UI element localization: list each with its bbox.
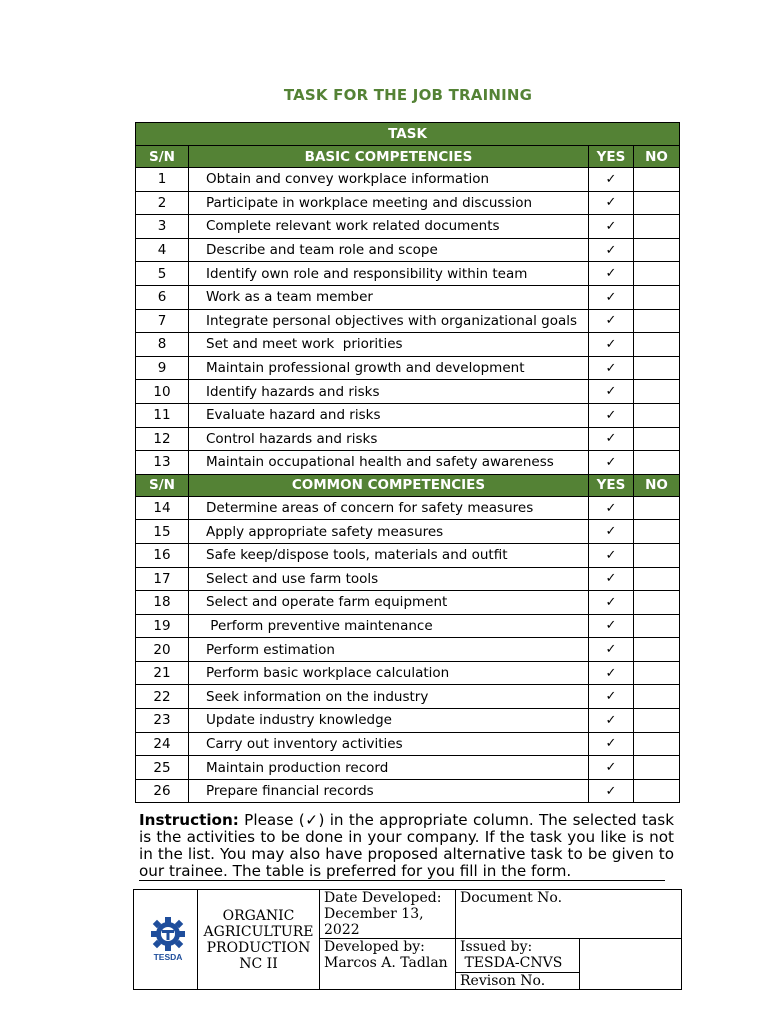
section-header-row xyxy=(136,146,680,168)
task-sn: 23 xyxy=(136,709,189,733)
task-row xyxy=(136,732,680,756)
task-sn: 5 xyxy=(136,262,189,286)
revision-cell xyxy=(456,973,580,990)
no-cell[interactable] xyxy=(634,543,680,567)
no-cell[interactable] xyxy=(634,285,680,309)
yes-checkmark-cell[interactable]: ✓ xyxy=(589,520,634,544)
task-name: Apply appropriate safety measures xyxy=(189,520,589,544)
task-sn: 17 xyxy=(136,567,189,591)
no-cell[interactable] xyxy=(634,403,680,427)
task-sn: 22 xyxy=(136,685,189,709)
tesda-logo xyxy=(134,890,198,990)
task-name: Update industry knowledge xyxy=(189,709,589,733)
no-cell[interactable] xyxy=(634,709,680,733)
issued-by-value: TESDA-CNVS xyxy=(460,955,563,971)
no-cell[interactable] xyxy=(634,591,680,615)
date-developed-label: Date Developed: xyxy=(324,890,442,906)
document-footer xyxy=(133,889,682,990)
program-title: ORGANIC AGRICULTURE PRODUCTION NC II xyxy=(198,890,320,990)
task-row xyxy=(136,427,680,451)
svg-text:TESDA: TESDA xyxy=(153,951,182,962)
task-name: Control hazards and risks xyxy=(189,427,589,451)
no-cell[interactable] xyxy=(634,191,680,215)
yes-checkmark-cell[interactable]: ✓ xyxy=(589,614,634,638)
task-name: Seek information on the industry xyxy=(189,685,589,709)
task-name: Integrate personal objectives with organizational goals xyxy=(189,309,589,333)
no-header: NO xyxy=(634,474,680,496)
task-row xyxy=(136,614,680,638)
yes-checkmark-cell[interactable]: ✓ xyxy=(589,496,634,520)
task-name: Maintain occupational health and safety awareness xyxy=(189,451,589,475)
yes-checkmark-cell[interactable]: ✓ xyxy=(589,215,634,239)
task-sn: 2 xyxy=(136,191,189,215)
task-sn: 15 xyxy=(136,520,189,544)
task-name: Participate in workplace meeting and discussion xyxy=(189,191,589,215)
tesda-gear-icon xyxy=(146,914,190,962)
task-sn: 24 xyxy=(136,732,189,756)
task-name: Perform preventive maintenance xyxy=(189,614,589,638)
no-cell[interactable] xyxy=(634,333,680,357)
yes-checkmark-cell[interactable]: ✓ xyxy=(589,262,634,286)
task-row xyxy=(136,661,680,685)
yes-checkmark-cell[interactable]: ✓ xyxy=(589,380,634,404)
task-name: Carry out inventory activities xyxy=(189,732,589,756)
task-name: Obtain and convey workplace information xyxy=(189,168,589,192)
task-row xyxy=(136,262,680,286)
no-cell[interactable] xyxy=(634,427,680,451)
document-no-label: Document No. xyxy=(460,890,563,906)
task-row xyxy=(136,543,680,567)
task-row xyxy=(136,779,680,803)
task-name: Safe keep/dispose tools, materials and outfit xyxy=(189,543,589,567)
task-name: Maintain production record xyxy=(189,756,589,780)
yes-checkmark-cell[interactable]: ✓ xyxy=(589,285,634,309)
no-cell[interactable] xyxy=(634,262,680,286)
no-cell[interactable] xyxy=(634,451,680,475)
task-sn: 9 xyxy=(136,356,189,380)
task-row xyxy=(136,567,680,591)
no-cell[interactable] xyxy=(634,309,680,333)
task-name: Describe and team role and scope xyxy=(189,238,589,262)
task-row xyxy=(136,238,680,262)
no-cell[interactable] xyxy=(634,732,680,756)
task-sn: 16 xyxy=(136,543,189,567)
task-sn: 10 xyxy=(136,380,189,404)
task-name: Set and meet work priorities xyxy=(189,333,589,357)
instruction-underline xyxy=(139,880,665,881)
issued-by-label: Issued by: xyxy=(460,939,533,955)
yes-checkmark-cell[interactable]: ✓ xyxy=(589,403,634,427)
task-sn: 18 xyxy=(136,591,189,615)
no-cell[interactable] xyxy=(634,215,680,239)
task-name: Identify hazards and risks xyxy=(189,380,589,404)
task-sn: 12 xyxy=(136,427,189,451)
revision-label: Revison No. xyxy=(460,973,546,989)
no-cell[interactable] xyxy=(634,638,680,662)
issued-by-cell xyxy=(456,939,580,973)
section-header: BASIC COMPETENCIES xyxy=(189,146,589,168)
task-name: Evaluate hazard and risks xyxy=(189,403,589,427)
task-sn: 25 xyxy=(136,756,189,780)
yes-checkmark-cell[interactable]: ✓ xyxy=(589,309,634,333)
no-cell[interactable] xyxy=(634,779,680,803)
yes-checkmark-cell[interactable]: ✓ xyxy=(589,732,634,756)
document-title: TASK FOR THE JOB TRAINING xyxy=(283,86,533,104)
yes-checkmark-cell[interactable]: ✓ xyxy=(589,356,634,380)
task-row xyxy=(136,309,680,333)
no-cell[interactable] xyxy=(634,496,680,520)
developed-by-value: Marcos A. Tadlan xyxy=(324,955,448,971)
no-cell[interactable] xyxy=(634,685,680,709)
yes-checkmark-cell[interactable]: ✓ xyxy=(589,756,634,780)
task-row xyxy=(136,520,680,544)
task-name: Select and use farm tools xyxy=(189,567,589,591)
task-name: Identify own role and responsibility within team xyxy=(189,262,589,286)
yes-checkmark-cell[interactable]: ✓ xyxy=(589,333,634,357)
yes-checkmark-cell[interactable]: ✓ xyxy=(589,709,634,733)
task-sn: 19 xyxy=(136,614,189,638)
no-cell[interactable] xyxy=(634,661,680,685)
yes-checkmark-cell[interactable]: ✓ xyxy=(589,191,634,215)
yes-checkmark-cell[interactable]: ✓ xyxy=(589,779,634,803)
yes-checkmark-cell[interactable]: ✓ xyxy=(589,543,634,567)
yes-header: YES xyxy=(589,474,634,496)
yes-checkmark-cell[interactable]: ✓ xyxy=(589,591,634,615)
task-row xyxy=(136,451,680,475)
section-header-row xyxy=(136,474,680,496)
yes-checkmark-cell[interactable]: ✓ xyxy=(589,238,634,262)
task-sn: 14 xyxy=(136,496,189,520)
no-cell[interactable] xyxy=(634,567,680,591)
yes-checkmark-cell[interactable]: ✓ xyxy=(589,685,634,709)
task-sn: 20 xyxy=(136,638,189,662)
task-row xyxy=(136,496,680,520)
task-row xyxy=(136,403,680,427)
task-sn: 13 xyxy=(136,451,189,475)
no-cell[interactable] xyxy=(634,756,680,780)
task-row xyxy=(136,215,680,239)
task-row xyxy=(136,168,680,192)
task-name: Complete relevant work related documents xyxy=(189,215,589,239)
task-sn: 26 xyxy=(136,779,189,803)
date-developed-value: December 13, 2022 xyxy=(324,906,424,938)
yes-checkmark-cell[interactable]: ✓ xyxy=(589,567,634,591)
task-sn: 21 xyxy=(136,661,189,685)
task-header-row xyxy=(136,123,680,146)
yes-checkmark-cell[interactable]: ✓ xyxy=(589,168,634,192)
task-name: Perform basic workplace calculation xyxy=(189,661,589,685)
task-sn: 11 xyxy=(136,403,189,427)
task-sn: 6 xyxy=(136,285,189,309)
task-row xyxy=(136,591,680,615)
task-sn: 7 xyxy=(136,309,189,333)
no-cell[interactable] xyxy=(634,356,680,380)
task-row xyxy=(136,191,680,215)
task-name: Maintain professional growth and development xyxy=(189,356,589,380)
task-row xyxy=(136,685,680,709)
developed-by-cell xyxy=(320,939,456,990)
task-table xyxy=(135,122,680,803)
yes-checkmark-cell[interactable]: ✓ xyxy=(589,451,634,475)
yes-checkmark-cell[interactable]: ✓ xyxy=(589,427,634,451)
task-name: Determine areas of concern for safety measures xyxy=(189,496,589,520)
developed-by-label: Developed by: xyxy=(324,939,425,955)
no-cell[interactable] xyxy=(634,238,680,262)
task-name: Select and operate farm equipment xyxy=(189,591,589,615)
no-cell[interactable] xyxy=(634,380,680,404)
task-header: TASK xyxy=(136,123,680,146)
instruction-text xyxy=(139,812,674,880)
no-cell[interactable] xyxy=(634,614,680,638)
document-no-cell xyxy=(456,890,682,939)
instruction-label: Instruction: xyxy=(139,811,239,829)
task-row xyxy=(136,333,680,357)
task-row xyxy=(136,709,680,733)
date-developed-cell xyxy=(320,890,456,939)
task-row xyxy=(136,638,680,662)
yes-checkmark-cell[interactable]: ✓ xyxy=(589,661,634,685)
task-name: Work as a team member xyxy=(189,285,589,309)
section-header: COMMON COMPETENCIES xyxy=(189,474,589,496)
yes-checkmark-cell[interactable]: ✓ xyxy=(589,638,634,662)
instruction-body: Please (✓) in the appropriate column. The selected task is the activities to be done in your company. If the task you like is not in the list. You may also have proposed alternative task to be given to our trainee. The table is preferred for you fill in the form. xyxy=(139,811,674,880)
sn-header: S/N xyxy=(136,146,189,168)
task-row xyxy=(136,285,680,309)
sn-header: S/N xyxy=(136,474,189,496)
task-name: Perform estimation xyxy=(189,638,589,662)
blank-cell xyxy=(580,939,682,990)
task-name: Prepare financial records xyxy=(189,779,589,803)
task-sn: 4 xyxy=(136,238,189,262)
task-sn: 3 xyxy=(136,215,189,239)
no-cell[interactable] xyxy=(634,520,680,544)
task-row xyxy=(136,756,680,780)
no-cell[interactable] xyxy=(634,168,680,192)
task-row xyxy=(136,356,680,380)
no-header: NO xyxy=(634,146,680,168)
task-sn: 1 xyxy=(136,168,189,192)
yes-header: YES xyxy=(589,146,634,168)
task-row xyxy=(136,380,680,404)
task-sn: 8 xyxy=(136,333,189,357)
